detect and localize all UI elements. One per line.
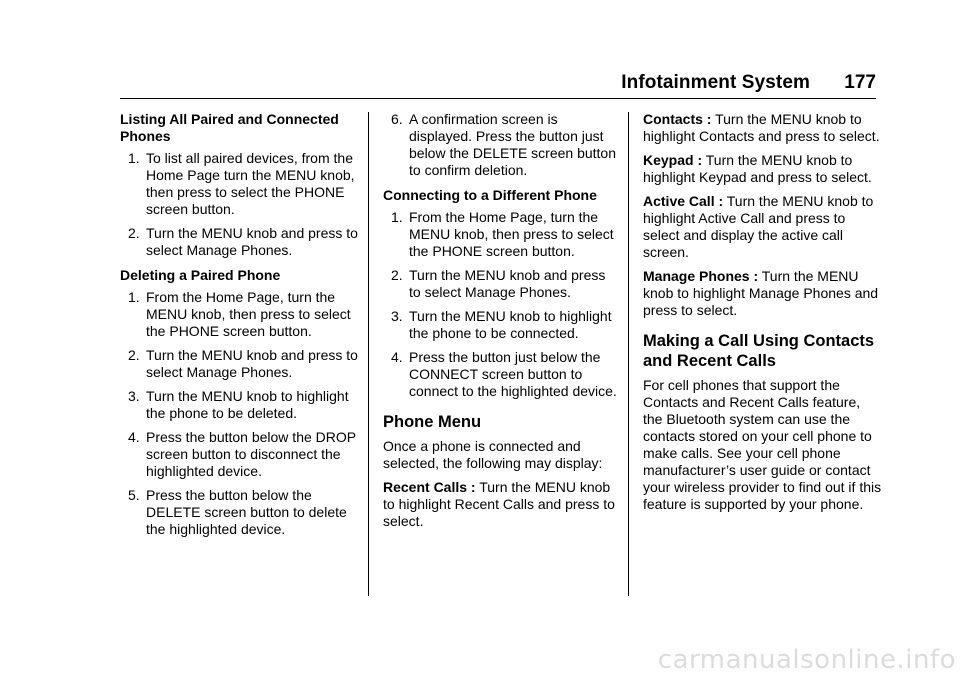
phone-menu-title: Phone Menu <box>383 413 482 431</box>
column-2 <box>383 111 619 537</box>
list-item: 1. From the Home Page, turn the MENU knob, then press to select the PHONE screen button. <box>391 209 614 259</box>
active-call-definition: Active Call : Turn the MENU knob to highlight Active Call and press to select and display the active call screen. <box>643 193 874 260</box>
listing-heading: Listing All Paired and Connected Phones <box>120 111 339 144</box>
deleting-steps-continued <box>383 111 619 179</box>
listing-steps <box>120 150 360 259</box>
list-item: 1. From the Home Page, turn the MENU knob, then press to select the PHONE screen button. <box>128 289 351 339</box>
watermark: carmanualsonline.info <box>657 645 956 675</box>
phone-menu-intro: Once a phone is connected and selected, the following may display: <box>383 438 603 471</box>
list-item: 1. To list all paired devices, from the Home Page turn the MENU knob, then press to select the PHONE screen button. <box>128 150 355 217</box>
making-call-body: For cell phones that support the Contacts and Recent Calls feature, the Bluetooth system can use the contacts stored on your cell phone to make calls. See your cell phone manufacturer’s user guide or contact your wireless provider to find out if this feature is supported by your phone. <box>643 377 882 512</box>
keypad-definition: Keypad : Turn the MENU knob to highlight Keypad and press to select. <box>643 152 872 185</box>
page-header-title: Infotainment System <box>621 72 810 93</box>
column-1 <box>120 111 360 546</box>
page-header <box>0 0 960 100</box>
list-item: 3. Turn the MENU knob to highlight the phone to be deleted. <box>128 388 349 421</box>
column-divider-1 <box>368 112 369 596</box>
column-divider-2 <box>628 112 629 596</box>
connecting-heading: Connecting to a Different Phone <box>383 187 597 203</box>
making-call-title: Making a Call Using Contacts and Recent Calls <box>643 332 875 370</box>
list-item: 2. Turn the MENU knob and press to select Manage Phones. <box>128 347 358 380</box>
column-3 <box>643 111 883 520</box>
manage-phones-definition: Manage Phones : Turn the MENU knob to highlight Manage Phones and press to select. <box>643 268 879 318</box>
list-item: 6. A confirmation screen is displayed. Press the button just below the DELETE screen button to confirm deletion. <box>391 111 617 178</box>
list-item: 4. Press the button below the DROP screen button to disconnect the highlighted device. <box>128 429 356 479</box>
contacts-definition: Contacts : Turn the MENU knob to highlight Contacts and press to select. <box>643 111 880 144</box>
list-item: 3. Turn the MENU knob to highlight the phone to be connected. <box>391 308 612 341</box>
recent-calls-definition: Recent Calls : Turn the MENU knob to highlight Recent Calls and press to select. <box>383 479 615 529</box>
list-item: 4. Press the button just below the CONNECT screen button to connect to the highlighted device. <box>391 349 617 399</box>
list-item: 2. Turn the MENU knob and press to select Manage Phones. <box>128 225 358 258</box>
page-number: 177 <box>844 72 876 93</box>
header-rule <box>120 98 876 99</box>
list-item: 2. Turn the MENU knob and press to select Manage Phones. <box>391 267 606 300</box>
deleting-heading: Deleting a Paired Phone <box>120 267 281 283</box>
connecting-steps <box>383 209 619 400</box>
deleting-steps <box>120 289 360 538</box>
list-item: 5. Press the button below the DELETE screen button to delete the highlighted device. <box>128 487 347 537</box>
